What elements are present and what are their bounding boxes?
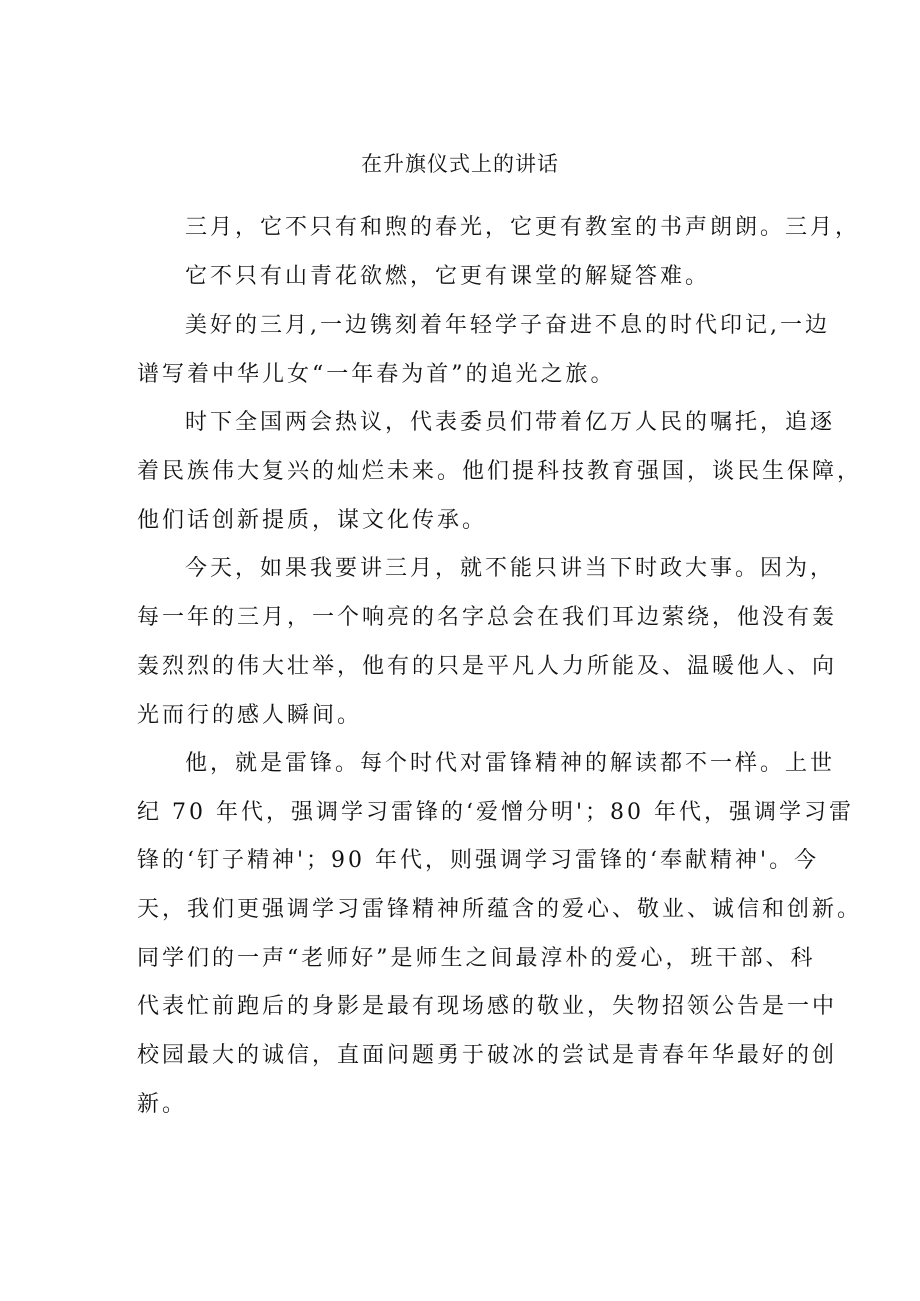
text-line-10: 轰烈烈的伟大壮举，他有的只是平凡人力所能及、温暖他人、向 bbox=[137, 654, 838, 679]
text-line-12: 他，就是雷锋。每个时代对雷锋精神的解读都不一样。上世 bbox=[185, 751, 836, 776]
text-line-7: 他们话创新提质，谋文化传承。 bbox=[137, 508, 488, 533]
text-line-18: 校园最大的诚信，直面问题勇于破冰的尝试是青春年华最好的创 bbox=[137, 1043, 838, 1068]
text-line-13: 纪 70 年代，强调学习雷锋的‘爱憎分明'；80 年代，强调学习雷 bbox=[137, 800, 855, 825]
text-line-9: 每一年的三月，一个响亮的名字总会在我们耳边萦绕，他没有轰 bbox=[137, 605, 838, 630]
text-line-8: 今天，如果我要讲三月，就不能只讲当下时政大事。因为， bbox=[185, 556, 836, 581]
text-line-2: 它不只有山青花欲燃，它更有课堂的解疑答难。 bbox=[185, 264, 711, 289]
text-line-3: 美好的三月,一边镌刻着年轻学子奋进不息的时代印记,一边 bbox=[185, 313, 830, 338]
text-line-15: 天，我们更强调学习雷锋精神所蕴含的爱心、敬业、诚信和创新。 bbox=[137, 897, 863, 922]
text-line-16: 同学们的一声“老师好”是师生之间最淳朴的爱心，班干部、科 bbox=[137, 946, 816, 971]
text-line-14: 锋的‘钉子精神'；90 年代，则强调学习雷锋的‘奉献精神'。今 bbox=[137, 848, 820, 873]
text-line-5: 时下全国两会热议，代表委员们带着亿万人民的嘱托，追逐 bbox=[185, 410, 836, 435]
document-title: 在升旗仪式上的讲话 bbox=[361, 152, 559, 176]
text-line-17: 代表忙前跑后的身影是最有现场感的敬业，失物招领公告是一中 bbox=[137, 994, 838, 1019]
text-line-4: 谱写着中华儿女“一年春为首”的追光之旅。 bbox=[137, 362, 616, 387]
text-line-11: 光而行的感人瞬间。 bbox=[137, 703, 363, 728]
text-line-19: 新。 bbox=[137, 1092, 188, 1117]
text-line-1: 三月，它不只有和煦的春光，它更有教室的书声朗朗。三月， bbox=[185, 215, 861, 240]
text-line-6: 着民族伟大复兴的灿烂未来。他们提科技教育强国，谈民生保障， bbox=[137, 459, 863, 484]
